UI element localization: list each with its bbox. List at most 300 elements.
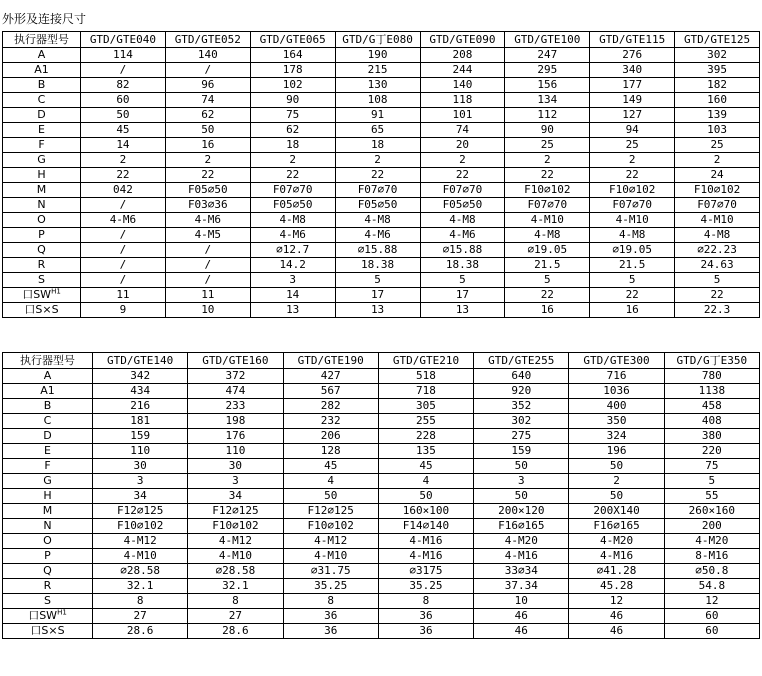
table-row: [3, 288, 760, 303]
table-cell: 27: [93, 609, 188, 624]
table-cell: 50: [569, 459, 664, 474]
table-cell: 55: [664, 489, 759, 504]
table-row: [3, 108, 760, 123]
table-cell: 134: [505, 93, 590, 108]
table-cell: F07∅70: [590, 198, 675, 213]
table-cell: 220: [664, 444, 759, 459]
table-cell: 140: [420, 78, 505, 93]
model-header: GTD/GTE190: [283, 353, 378, 369]
table-cell: ∅28.58: [188, 564, 283, 579]
row-label: P: [3, 549, 93, 564]
table-cell: 11: [81, 288, 166, 303]
table-cell: F05∅50: [250, 198, 335, 213]
table-cell: 90: [250, 93, 335, 108]
table-cell: 8: [93, 594, 188, 609]
table-cell: 4-M5: [165, 228, 250, 243]
row-label: H: [3, 489, 93, 504]
table-row: [3, 168, 760, 183]
table-row: [3, 93, 760, 108]
table-cell: 28.6: [93, 624, 188, 639]
table-cell: 244: [420, 63, 505, 78]
table-cell: 118: [420, 93, 505, 108]
table-cell: 18: [335, 138, 420, 153]
table-cell: 110: [93, 444, 188, 459]
table-cell: 103: [675, 123, 760, 138]
table-cell: 75: [250, 108, 335, 123]
table-cell: 3: [474, 474, 569, 489]
table-cell: ∅3175: [378, 564, 473, 579]
table-cell: 4-M8: [590, 228, 675, 243]
table-cell: F07∅70: [675, 198, 760, 213]
table-cell: F10∅102: [93, 519, 188, 534]
table-cell: 22: [505, 168, 590, 183]
table-cell: 25: [675, 138, 760, 153]
row-label: B: [3, 399, 93, 414]
table-cell: F10∅102: [590, 183, 675, 198]
row-label: E: [3, 123, 81, 138]
table-cell: 718: [378, 384, 473, 399]
corner-header: 执行器型号: [3, 353, 93, 369]
row-label: M: [3, 183, 81, 198]
table-cell: 62: [250, 123, 335, 138]
table-cell: 91: [335, 108, 420, 123]
model-header: GTD/GTE052: [165, 32, 250, 48]
table-cell: 4-M12: [93, 534, 188, 549]
table-cell: 275: [474, 429, 569, 444]
table-row: [3, 213, 760, 228]
table-cell: 50: [378, 489, 473, 504]
table-cell: 228: [378, 429, 473, 444]
table-cell: 3: [250, 273, 335, 288]
table-cell: 45: [283, 459, 378, 474]
table-cell: 112: [505, 108, 590, 123]
table-cell: 4-M6: [165, 213, 250, 228]
table-cell: 4: [283, 474, 378, 489]
table-cell: 4-M6: [420, 228, 505, 243]
table-cell: F16∅165: [569, 519, 664, 534]
table-cell: 4-M10: [505, 213, 590, 228]
table-row: [3, 579, 760, 594]
table-cell: 114: [81, 48, 166, 63]
table-cell: 45.28: [569, 579, 664, 594]
table-cell: 4-M8: [335, 213, 420, 228]
table-cell: 50: [474, 489, 569, 504]
table-cell: 13: [335, 303, 420, 318]
row-label: 口S×S: [3, 303, 81, 318]
table-cell: 25: [590, 138, 675, 153]
table-cell: /: [81, 63, 166, 78]
table-cell: 60: [664, 624, 759, 639]
table-cell: F07∅70: [250, 183, 335, 198]
table-cell: 4-M8: [675, 228, 760, 243]
table-cell: 232: [283, 414, 378, 429]
table-cell: 233: [188, 399, 283, 414]
row-label: G: [3, 153, 81, 168]
table-cell: 108: [335, 93, 420, 108]
table-cell: 12: [569, 594, 664, 609]
table-cell: 27: [188, 609, 283, 624]
table-cell: 10: [474, 594, 569, 609]
row-label: 口$SW^{H1}$: [3, 609, 93, 624]
table-cell: 474: [188, 384, 283, 399]
table-cell: 716: [569, 369, 664, 384]
table-cell: 302: [474, 414, 569, 429]
table-cell: F16∅165: [474, 519, 569, 534]
table-cell: 46: [474, 609, 569, 624]
page-title: 外形及连接尺寸: [2, 12, 87, 26]
table-cell: 5: [675, 273, 760, 288]
table-cell: 160×100: [378, 504, 473, 519]
table-cell: 17: [335, 288, 420, 303]
row-label: Q: [3, 243, 81, 258]
table-cell: /: [81, 198, 166, 213]
table-cell: F12∅125: [188, 504, 283, 519]
row-label: H: [3, 168, 81, 183]
table-cell: ∅41.28: [569, 564, 664, 579]
table-cell: 4-M20: [474, 534, 569, 549]
table-cell: /: [81, 258, 166, 273]
row-label: G: [3, 474, 93, 489]
table-row: [3, 444, 760, 459]
table-cell: 54.8: [664, 579, 759, 594]
table-cell: F14∅140: [378, 519, 473, 534]
dimension-table-small: [2, 31, 760, 318]
table-cell: 156: [505, 78, 590, 93]
table-row: [3, 534, 760, 549]
table-cell: 4-M10: [590, 213, 675, 228]
table-cell: 5: [664, 474, 759, 489]
table-cell: 35.25: [283, 579, 378, 594]
table-cell: 22: [250, 168, 335, 183]
table-cell: 4-M10: [675, 213, 760, 228]
table-cell: 37.34: [474, 579, 569, 594]
table-cell: 20: [420, 138, 505, 153]
table-cell: 4-M16: [569, 549, 664, 564]
table-cell: 45: [81, 123, 166, 138]
table-cell: 110: [188, 444, 283, 459]
table-cell: 380: [664, 429, 759, 444]
table-cell: 50: [283, 489, 378, 504]
table-cell: 11: [165, 288, 250, 303]
table-row: [3, 138, 760, 153]
table-cell: 46: [569, 624, 664, 639]
table-cell: 4-M16: [378, 534, 473, 549]
table-cell: 18: [250, 138, 335, 153]
table-cell: 4-M6: [250, 228, 335, 243]
table-cell: 5: [335, 273, 420, 288]
table-cell: 46: [569, 609, 664, 624]
table-cell: 4-M20: [664, 534, 759, 549]
table-cell: 34: [93, 489, 188, 504]
table-cell: 24: [675, 168, 760, 183]
table-row: [3, 519, 760, 534]
table-cell: 190: [335, 48, 420, 63]
table-cell: 36: [378, 624, 473, 639]
table-row: [3, 549, 760, 564]
table-cell: 4-M10: [188, 549, 283, 564]
table-cell: 2: [81, 153, 166, 168]
table-cell: 74: [165, 93, 250, 108]
model-header: GTD/G丁E080: [335, 32, 420, 48]
row-label: F: [3, 459, 93, 474]
table-cell: F10∅102: [675, 183, 760, 198]
table-row: [3, 399, 760, 414]
table-row: [3, 303, 760, 318]
row-label: A1: [3, 63, 81, 78]
table-cell: /: [165, 273, 250, 288]
table-cell: 22: [335, 168, 420, 183]
table-cell: 22: [590, 288, 675, 303]
table-cell: 4-M10: [93, 549, 188, 564]
table-cell: 164: [250, 48, 335, 63]
table-cell: 427: [283, 369, 378, 384]
table-cell: 50: [474, 459, 569, 474]
table-cell: 5: [505, 273, 590, 288]
model-header: GTD/GTE140: [93, 353, 188, 369]
table-cell: 140: [165, 48, 250, 63]
table-cell: 342: [93, 369, 188, 384]
table-cell: 16: [590, 303, 675, 318]
table-cell: /: [81, 228, 166, 243]
table-cell: 8: [378, 594, 473, 609]
table-cell: F12∅125: [93, 504, 188, 519]
table-cell: 2: [505, 153, 590, 168]
table-row: [3, 609, 760, 624]
dimension-table-large: [2, 352, 760, 639]
table-cell: 18.38: [335, 258, 420, 273]
table-cell: 3: [188, 474, 283, 489]
table-cell: 260×160: [664, 504, 759, 519]
table-cell: 22: [165, 168, 250, 183]
table-cell: 50: [165, 123, 250, 138]
table-cell: 60: [664, 609, 759, 624]
model-header: GTD/GTE210: [378, 353, 473, 369]
row-label: N: [3, 519, 93, 534]
table-cell: 2: [165, 153, 250, 168]
table-cell: 247: [505, 48, 590, 63]
table-cell: 2: [569, 474, 664, 489]
table-cell: 90: [505, 123, 590, 138]
row-label: 口$SW^{H1}$: [3, 288, 81, 303]
table-row: [3, 48, 760, 63]
table-cell: 36: [283, 624, 378, 639]
row-label: D: [3, 429, 93, 444]
table-row: [3, 504, 760, 519]
table-cell: 4: [378, 474, 473, 489]
table-cell: 30: [93, 459, 188, 474]
table-row: [3, 369, 760, 384]
table-cell: 36: [283, 609, 378, 624]
corner-header: 执行器型号: [3, 32, 81, 48]
table-cell: 1138: [664, 384, 759, 399]
table-cell: 8-M16: [664, 549, 759, 564]
table-cell: ∅22.23: [675, 243, 760, 258]
table-cell: 30: [188, 459, 283, 474]
table-cell: F05∅50: [335, 198, 420, 213]
row-label: P: [3, 228, 81, 243]
table-cell: 5: [590, 273, 675, 288]
table-cell: 200×120: [474, 504, 569, 519]
table-cell: 178: [250, 63, 335, 78]
table-cell: 14: [250, 288, 335, 303]
table-cell: 22.3: [675, 303, 760, 318]
table-row: [3, 228, 760, 243]
table-cell: 14: [81, 138, 166, 153]
table-cell: 22: [505, 288, 590, 303]
table-cell: 74: [420, 123, 505, 138]
row-label: C: [3, 414, 93, 429]
table-cell: 4-M8: [250, 213, 335, 228]
table-cell: 4-M12: [283, 534, 378, 549]
table-cell: ∅15.88: [335, 243, 420, 258]
table-cell: 920: [474, 384, 569, 399]
model-header: GTD/GTE090: [420, 32, 505, 48]
table-cell: 35.25: [378, 579, 473, 594]
table-cell: /: [81, 243, 166, 258]
table-cell: ∅28.58: [93, 564, 188, 579]
table-cell: 50: [81, 108, 166, 123]
row-label: S: [3, 594, 93, 609]
table-cell: 518: [378, 369, 473, 384]
table-cell: 567: [283, 384, 378, 399]
model-header: GTD/GTE125: [675, 32, 760, 48]
table-cell: 139: [675, 108, 760, 123]
table-cell: 350: [569, 414, 664, 429]
model-header: GTD/GTE100: [505, 32, 590, 48]
row-label-superscript: H1: [51, 287, 61, 296]
table-cell: F10∅102: [188, 519, 283, 534]
table-cell: 177: [590, 78, 675, 93]
table-cell: 13: [420, 303, 505, 318]
table-cell: 042: [81, 183, 166, 198]
table-cell: 32.1: [93, 579, 188, 594]
table-row: [3, 474, 760, 489]
table-cell: 2: [335, 153, 420, 168]
table-cell: 45: [378, 459, 473, 474]
row-label: D: [3, 108, 81, 123]
row-label: C: [3, 93, 81, 108]
row-label: 口S×S: [3, 624, 93, 639]
table-cell: 182: [675, 78, 760, 93]
table-header-row: [3, 353, 760, 369]
table-cell: /: [165, 63, 250, 78]
table-cell: F12∅125: [283, 504, 378, 519]
table-cell: 22: [81, 168, 166, 183]
table-cell: 295: [505, 63, 590, 78]
table-header-row: [3, 32, 760, 48]
table-cell: F10∅102: [505, 183, 590, 198]
table-cell: 216: [93, 399, 188, 414]
row-label: O: [3, 213, 81, 228]
table-cell: 36: [378, 609, 473, 624]
table-cell: 395: [675, 63, 760, 78]
table-cell: 28.6: [188, 624, 283, 639]
table-cell: 4-M10: [283, 549, 378, 564]
table-cell: 198: [188, 414, 283, 429]
table-cell: 4-M6: [335, 228, 420, 243]
table-cell: 640: [474, 369, 569, 384]
row-label: M: [3, 504, 93, 519]
table-cell: 3: [93, 474, 188, 489]
table-cell: 21.5: [505, 258, 590, 273]
table-cell: 255: [378, 414, 473, 429]
table-cell: 181: [93, 414, 188, 429]
table-cell: 17: [420, 288, 505, 303]
table-cell: 200: [664, 519, 759, 534]
table-cell: 206: [283, 429, 378, 444]
table-cell: 159: [93, 429, 188, 444]
table-row: [3, 78, 760, 93]
table-cell: 13: [250, 303, 335, 318]
table-row: [3, 624, 760, 639]
table-cell: 10: [165, 303, 250, 318]
table-cell: 176: [188, 429, 283, 444]
table-row: [3, 198, 760, 213]
table-row: [3, 63, 760, 78]
model-header: GTD/G丁E350: [664, 353, 759, 369]
model-header: GTD/GTE300: [569, 353, 664, 369]
table-cell: 128: [283, 444, 378, 459]
model-header: GTD/GTE255: [474, 353, 569, 369]
table-cell: 25: [505, 138, 590, 153]
table-cell: 75: [664, 459, 759, 474]
row-label: F: [3, 138, 81, 153]
table-cell: 458: [664, 399, 759, 414]
row-label: R: [3, 258, 81, 273]
table-cell: 130: [335, 78, 420, 93]
table-cell: 215: [335, 63, 420, 78]
model-header: GTD/GTE160: [188, 353, 283, 369]
table-cell: 1036: [569, 384, 664, 399]
table-cell: 302: [675, 48, 760, 63]
table-row: [3, 489, 760, 504]
row-label: E: [3, 444, 93, 459]
table-row: [3, 564, 760, 579]
table-cell: 4-M16: [378, 549, 473, 564]
table-cell: 276: [590, 48, 675, 63]
row-label: A1: [3, 384, 93, 399]
table-cell: F10∅102: [283, 519, 378, 534]
table-cell: 135: [378, 444, 473, 459]
model-header: GTD/GTE115: [590, 32, 675, 48]
table-cell: 159: [474, 444, 569, 459]
table-cell: 324: [569, 429, 664, 444]
table-cell: 65: [335, 123, 420, 138]
table-cell: 4-M16: [474, 549, 569, 564]
table-cell: 16: [505, 303, 590, 318]
table-cell: 408: [664, 414, 759, 429]
table-cell: F03∅36: [165, 198, 250, 213]
table-cell: F05∅50: [420, 198, 505, 213]
table-cell: 34: [188, 489, 283, 504]
table-cell: 62: [165, 108, 250, 123]
table-cell: 24.63: [675, 258, 760, 273]
table-cell: 282: [283, 399, 378, 414]
table-cell: 2: [590, 153, 675, 168]
table-cell: F07∅70: [420, 183, 505, 198]
model-header: GTD/GTE040: [81, 32, 166, 48]
row-label: A: [3, 48, 81, 63]
table-row: [3, 459, 760, 474]
table-cell: 4-M12: [188, 534, 283, 549]
table-cell: 12: [664, 594, 759, 609]
table-cell: 22: [590, 168, 675, 183]
table-cell: 16: [165, 138, 250, 153]
table-cell: 2: [250, 153, 335, 168]
table-row: [3, 384, 760, 399]
table-cell: 60: [81, 93, 166, 108]
table-cell: ∅12.7: [250, 243, 335, 258]
